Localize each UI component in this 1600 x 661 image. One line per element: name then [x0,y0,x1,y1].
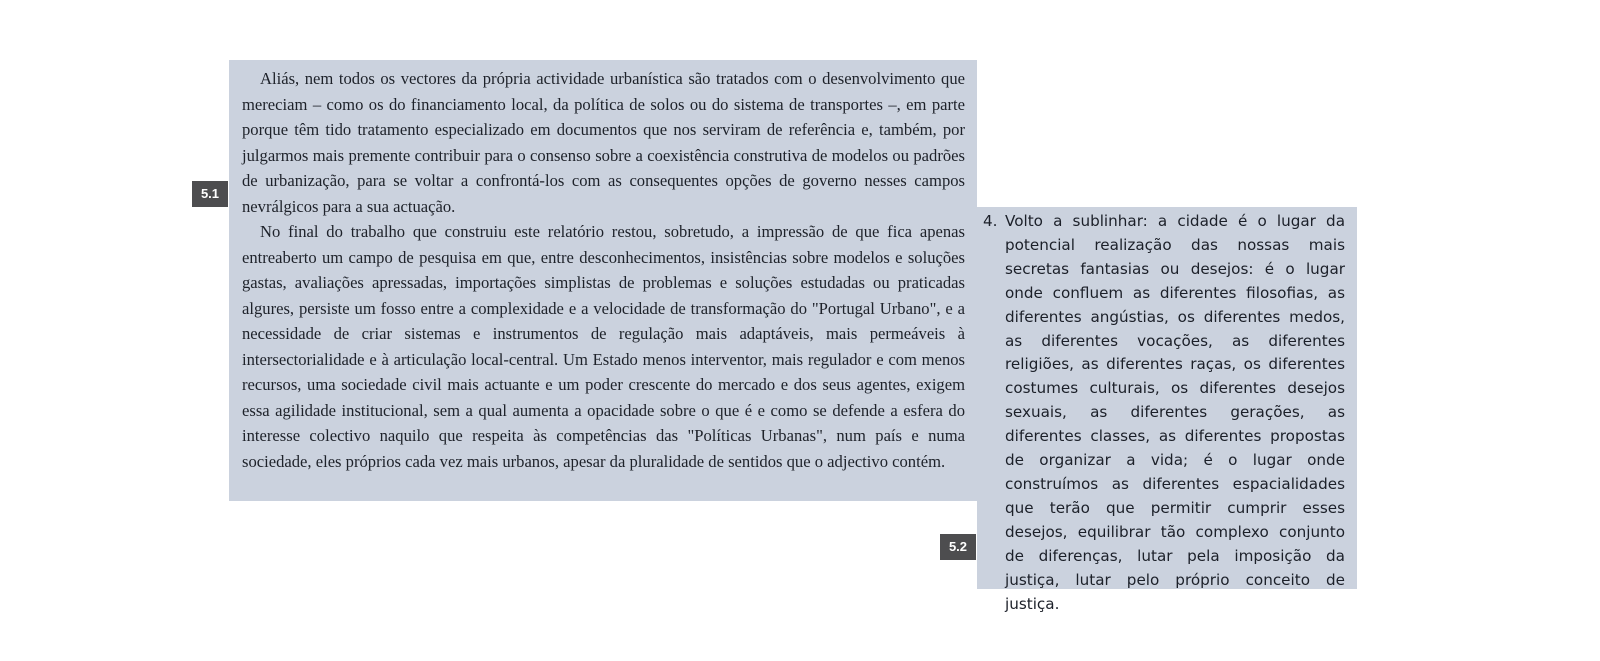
footnote [983,210,1345,616]
excerpt-5-1-paragraph-1: Aliás, nem todos os vectores da própria actividade urbanística são tratados com o desenvolvimento que mereciam – como os do financiamento local, da política de solos ou do sistema de transportes –, em parte porque têm tido tratamento especializado em documentos que nos serviram de referência e, também, por julgarmos mais premente contribuir para o consenso sobre a coexistência construtiva de modelos ou padrões de urbanização, para se voltar a confrontá-los com as consequentes opções de governo nesses campos nevrálgicos para a sua actuação. [242,69,965,216]
footnote-text: Volto a sublinhar: a cidade é o lugar da potencial realização das nossas mais secretas fantasias ou desejos: é o lugar onde confluem as diferentes filosofias, as diferentes angústias, os diferentes medos, as diferentes vocações, as diferentes religiões, as diferentes raças, os diferentes costumes culturais, os diferentes desejos sexuais, as diferentes gerações, as diferentes classes, as diferentes propostas de organizar a vida; é o lugar onde construímos as diferentes espacialidades que terão que permitir cumprir esses desejos, equilibrar tão complexo conjunto de diferenças, lutar pela imposição da justiça, lutar pelo próprio conceito de justiça. [1005,212,1345,613]
excerpt-label-5-1: 5.1 [192,181,228,207]
excerpt-5-1 [229,60,977,501]
excerpt-5-1-paragraph-2: No final do trabalho que construiu este relatório restou, sobretudo, a impressão de que fica apenas entreaberto um campo de pesquisa em que, entre desconhecimentos, insistências sobre modelos e soluções gastas, avaliações apressadas, importações simplistas de problemas e soluções estudadas ou praticadas algures, persiste um fosso entre a complexidade e a velocidade de transformação do "Portugal Urbano", e a necessidade de criar sistemas e instrumentos de regulação mais adaptáveis, mais permeáveis à intersectorialidade e à articulação local-central. Um Estado menos interventor, mais regulador e com menos recursos, uma sociedade civil mais actuante e um poder crescente do mercado e dos seus agentes, exigem essa agilidade institucional, sem a qual aumenta a opacidade sobre o que é e como se defende a esfera do interesse colectivo naquilo que respeita às competências das "Políticas Urbanas", num país e numa sociedade, eles próprios cada vez mais urbanos, apesar da pluralidade de sentidos que o adjectivo contém. [242,222,965,471]
footnote-number: 4. [983,212,998,230]
excerpt-label-5-2: 5.2 [940,534,976,560]
excerpt-5-2 [977,207,1357,613]
